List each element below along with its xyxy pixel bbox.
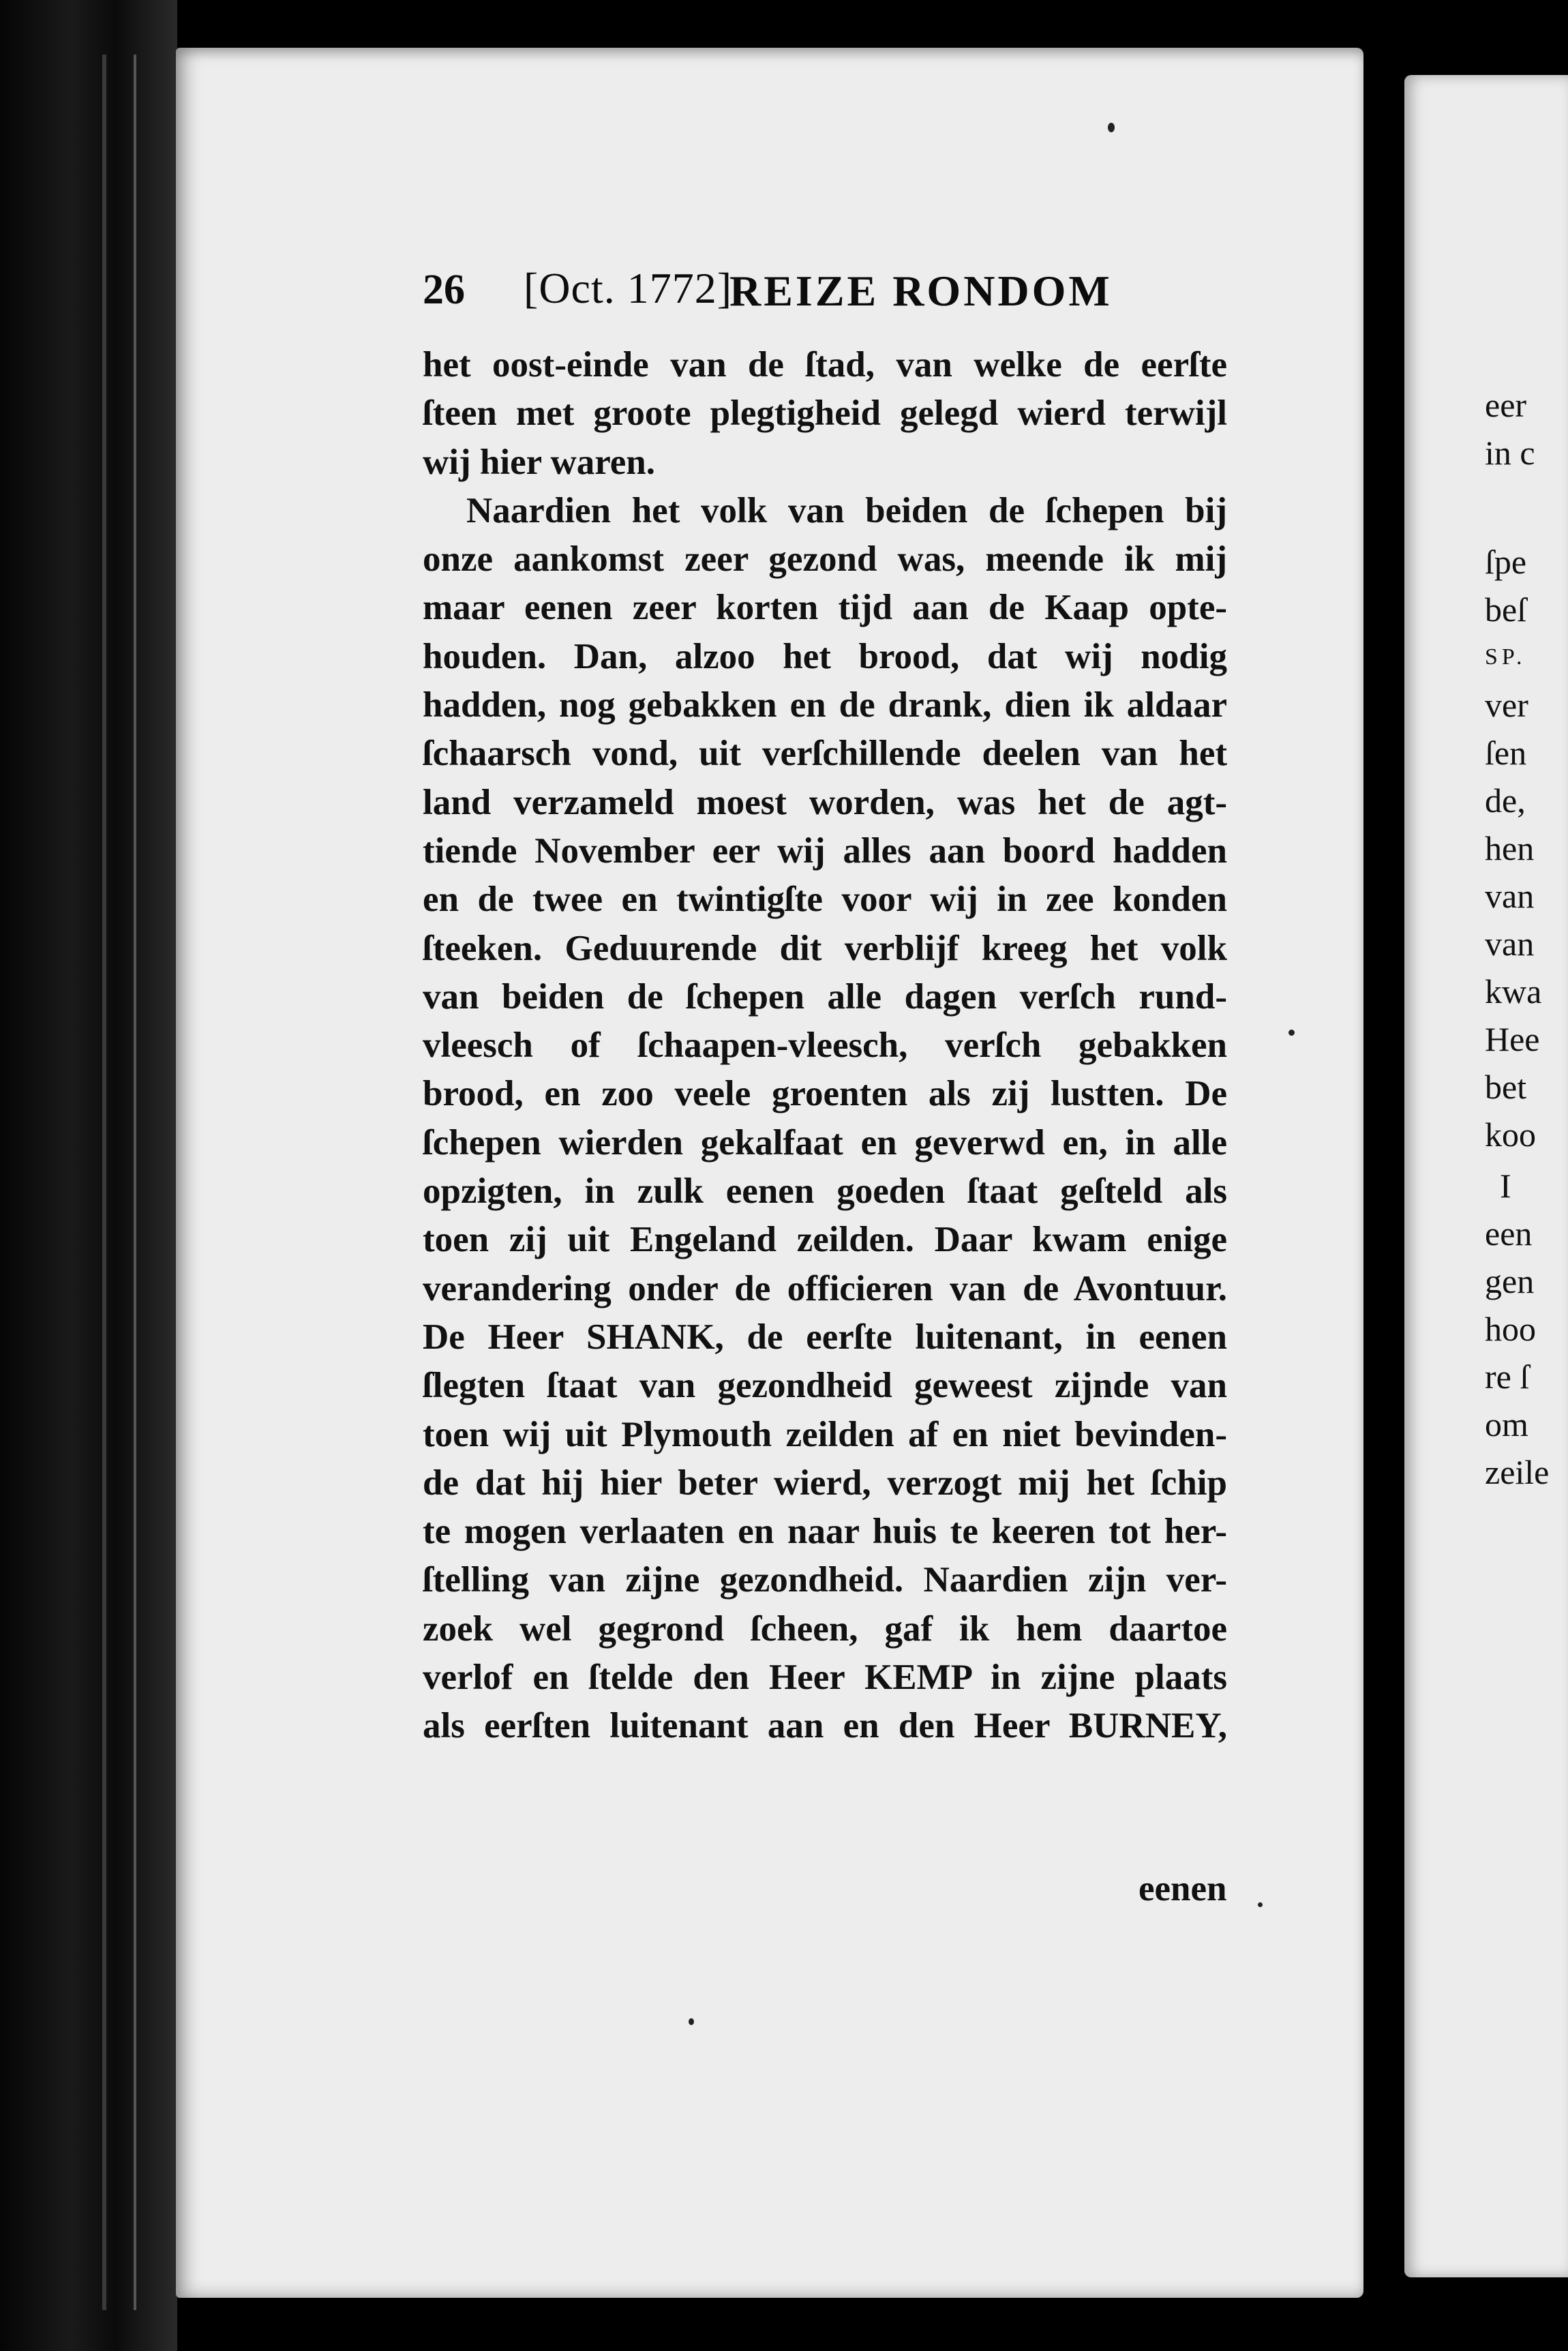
text-line: ſchepen wierden gekalfaat en geverwd en, in alle (423, 1122, 1227, 1163)
text-line: toen wij uit Plymouth zeilden af en niet bevinden- (423, 1414, 1227, 1454)
next-page-fragment: eer (1485, 386, 1527, 424)
text-line: zoek wel gegrond ſcheen, gaf ik hem daartoe (423, 1608, 1227, 1649)
next-page-fragment: bet (1485, 1068, 1527, 1106)
next-page-fragment: van (1485, 925, 1535, 963)
text-line: ſteen met groote plegtigheid gelegd wierd terwijl (423, 393, 1227, 434)
text-line: wij hier waren. (423, 442, 656, 482)
next-page-fragment: hen (1485, 829, 1535, 867)
text-line: verlof en ſtelde den Heer KEMP in zijne plaats (423, 1658, 1227, 1698)
text-line: ſteeken. Geduurende dit verblijf kreeg het volk (423, 928, 1227, 968)
text-line: maar eenen zeer korten tijd aan de Kaap opte- (423, 588, 1227, 628)
next-page-fragment: gen (1485, 1262, 1535, 1300)
print-speck (1288, 1030, 1295, 1036)
text-line: onze aankomst zeer gezond was, meende ik mij (423, 539, 1227, 580)
text-line: ſtelling van zijne gezondheid. Naardien zijn ver- (423, 1560, 1227, 1600)
next-page-fragment: de, (1485, 781, 1526, 820)
print-speck (689, 2018, 694, 2025)
text-line: hadden, nog gebakken en de drank, dien ik aldaar (423, 685, 1227, 725)
text-line: Naardien het volk van beiden de ſchepen bij (466, 490, 1227, 530)
text-line: vleesch of ſchaapen-vleesch, verſch gebakken (423, 1025, 1227, 1066)
text-line: land verzameld moest worden, was het de agt- (423, 782, 1227, 822)
binding-line (134, 55, 136, 2310)
next-page-fragment: ſpe (1485, 543, 1527, 581)
binding-line (102, 55, 106, 2310)
text-line: ſlegten ſtaat van gezondheid geweest zijnde van (423, 1366, 1227, 1406)
text-line: te mogen verlaaten en naar huis te keeren tot her- (423, 1512, 1227, 1552)
next-page-fragment: van (1485, 877, 1535, 915)
text-line: en de twee en twintigſte voor wij in zee konden (423, 880, 1227, 920)
text-line: als eerſten luitenant aan en den Heer BURNEY, (423, 1706, 1227, 1746)
print-speck (1258, 1902, 1263, 1907)
text-line: het oost-einde van de ſtad, van welke de eerſte (423, 345, 1227, 385)
text-line: opzigten, in zulk eenen goeden ſtaat geſteld als (423, 1171, 1227, 1212)
next-page-fragment: I (1500, 1167, 1511, 1205)
next-page-fragment: ver (1485, 686, 1528, 724)
running-title: REIZE RONDOM (729, 267, 1113, 315)
next-page-fragment: zeile (1485, 1453, 1550, 1491)
next-page-fragment: beſ (1485, 590, 1527, 629)
next-page-fragment: Hee (1485, 1020, 1540, 1058)
body-text (423, 341, 1227, 1751)
page-header (423, 260, 1186, 322)
text-line: verandering onder de officieren van de Avontuur. (423, 1268, 1227, 1308)
next-page-fragment: re ſ (1485, 1358, 1530, 1396)
catchword: eenen (1139, 1869, 1227, 1908)
book-gutter (0, 0, 177, 2351)
header-date: [Oct. 1772] (524, 264, 733, 312)
print-speck (1108, 123, 1115, 132)
next-page-fragment: in c (1485, 434, 1535, 472)
text-line: tiende November eer wij alles aan boord hadden (423, 830, 1227, 871)
next-page-fragment: ſen (1485, 734, 1527, 772)
next-page-fragment: een (1485, 1214, 1533, 1253)
next-page-fragment: SP. (1485, 644, 1526, 670)
text-line: brood, en zoo veele groenten als zij lustten. De (423, 1074, 1227, 1114)
next-page-fragment: kwa (1485, 972, 1542, 1010)
text-line: de dat hij hier beter wierd, verzogt mij het ſchip (423, 1463, 1227, 1503)
next-page-edge (1404, 75, 1568, 2277)
text-line: ſchaarsch vond, uit verſchillende deelen van het (423, 734, 1227, 774)
next-page-fragment: koo (1485, 1115, 1536, 1154)
text-line: van beiden de ſchepen alle dagen verſch rund- (423, 976, 1227, 1017)
page-number: 26 (423, 267, 465, 313)
next-page-fragment: om (1485, 1405, 1528, 1443)
text-line: De Heer SHANK, de eerſte luitenant, in eenen (423, 1317, 1227, 1357)
text-line: toen zij uit Engeland zeilden. Daar kwam enige (423, 1220, 1227, 1260)
next-page-fragment: hoo (1485, 1310, 1536, 1348)
text-line: houden. Dan, alzoo het brood, dat wij nodig (423, 636, 1227, 676)
